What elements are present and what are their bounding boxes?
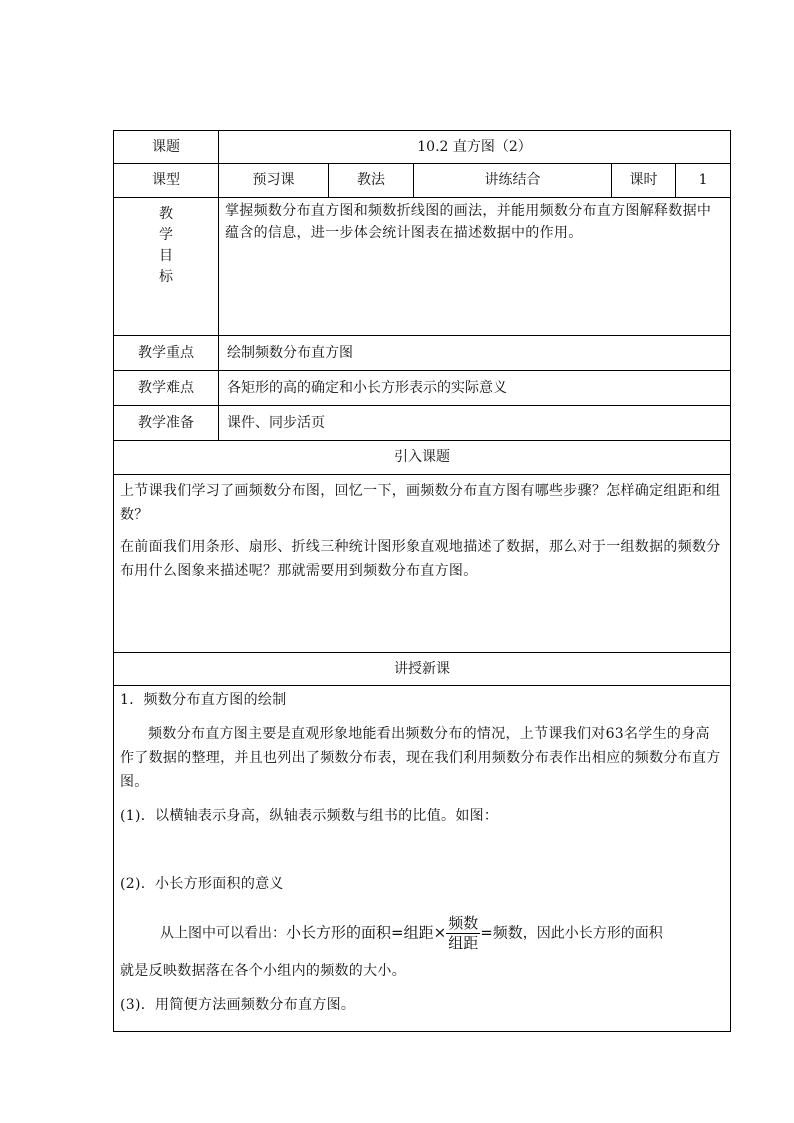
fraction-numerator: 频数 [448, 914, 479, 932]
key-point-text: 绘制频数分布直方图 [219, 336, 731, 371]
intro-heading: 引入课题 [114, 441, 731, 475]
goals-label-char: 目 [159, 248, 173, 264]
topic-value: 10.2 直方图（2） [219, 131, 731, 164]
row-intro-heading [114, 441, 731, 475]
goals-label [114, 198, 219, 336]
formula-times: × [433, 923, 447, 942]
formula-prefix: 从上图中可以看出： [160, 925, 286, 942]
goals-paragraph: 掌握频数分布直方图和频数折线图的画法，并能用频数分布直方图解释数据中蕴含的信息，进一步体会统计图表在描述数据中的作用。 [225, 203, 712, 241]
row-lesson-type [114, 164, 731, 198]
lesson-plan-table [113, 130, 731, 1032]
step-1-text: (1)．以横轴表示身高，纵轴表示频数与组书的比值。如图： [120, 808, 499, 824]
difficulty-text: 各矩形的高的确定和小长方形表示的实际意义 [219, 371, 731, 406]
step-3-text: (3)．用简便方法画频数分布直方图。 [120, 997, 356, 1013]
intro-paragraph-1: 上节课我们学习了画频数分布图，回忆一下，画频数分布直方图有哪些步骤？怎样确定组距和组数？ [120, 483, 721, 523]
preparation-label: 教学准备 [114, 406, 219, 441]
section-1-title: 1．频数分布直方图的绘制 [120, 692, 287, 708]
intro-paragraph-2: 在前面我们用条形、扇形、折线三种统计图形象直观地描述了数据，那么对于一组数据的频数分布用什么图象来描述呢？那就需要用到频数分布直方图。 [120, 539, 721, 579]
difficulty-label: 教学难点 [114, 371, 219, 406]
row-topic [114, 131, 731, 164]
formula-term: 组距 [403, 923, 434, 942]
hours-value: 1 [676, 164, 731, 198]
goals-label-char: 学 [159, 227, 173, 243]
method-value: 讲练结合 [414, 164, 612, 198]
section-1-paragraph: 频数分布直方图主要是直观形象地能看出频数分布的情况，上节课我们对63名学生的身高作了数据的整理，并且也列出了频数分布表，现在我们利用频数分布表作出相应的频数分布直方图。 [120, 726, 721, 790]
formula-equals-2: = [480, 923, 493, 942]
formula-continuation: 就是反映数据落在各个小组内的频数的大小。 [120, 963, 406, 979]
goals-text [219, 198, 731, 336]
preparation-text: 课件、同步活页 [219, 406, 731, 441]
fraction-denominator: 组距 [448, 934, 479, 952]
method-label: 教法 [329, 164, 414, 198]
row-new-lesson-heading [114, 653, 731, 686]
type-value: 预习课 [219, 164, 329, 198]
intro-body [114, 475, 731, 653]
row-key-point [114, 336, 731, 371]
type-label: 课型 [114, 164, 219, 198]
new-lesson-body [114, 686, 731, 1032]
goals-label-char: 教 [159, 206, 173, 222]
new-lesson-heading: 讲授新课 [114, 653, 731, 686]
goals-label-char: 标 [159, 269, 173, 285]
row-goals [114, 198, 731, 336]
formula-lhs: 小长方形的面积 [286, 923, 392, 942]
row-intro-body [114, 475, 731, 653]
topic-label: 课题 [114, 131, 219, 164]
row-new-lesson-body [114, 686, 731, 1032]
formula-suffix: ，因此小长方形的面积 [522, 925, 663, 942]
formula-equals-1: = [391, 923, 404, 942]
formula-fraction [446, 914, 480, 953]
step-2-text: (2)．小长方形面积的意义 [120, 876, 284, 892]
formula-rhs: 频数 [492, 923, 523, 942]
row-preparation [114, 406, 731, 441]
area-formula [120, 914, 724, 953]
row-difficulty [114, 371, 731, 406]
key-point-label: 教学重点 [114, 336, 219, 371]
hours-label: 课时 [612, 164, 676, 198]
